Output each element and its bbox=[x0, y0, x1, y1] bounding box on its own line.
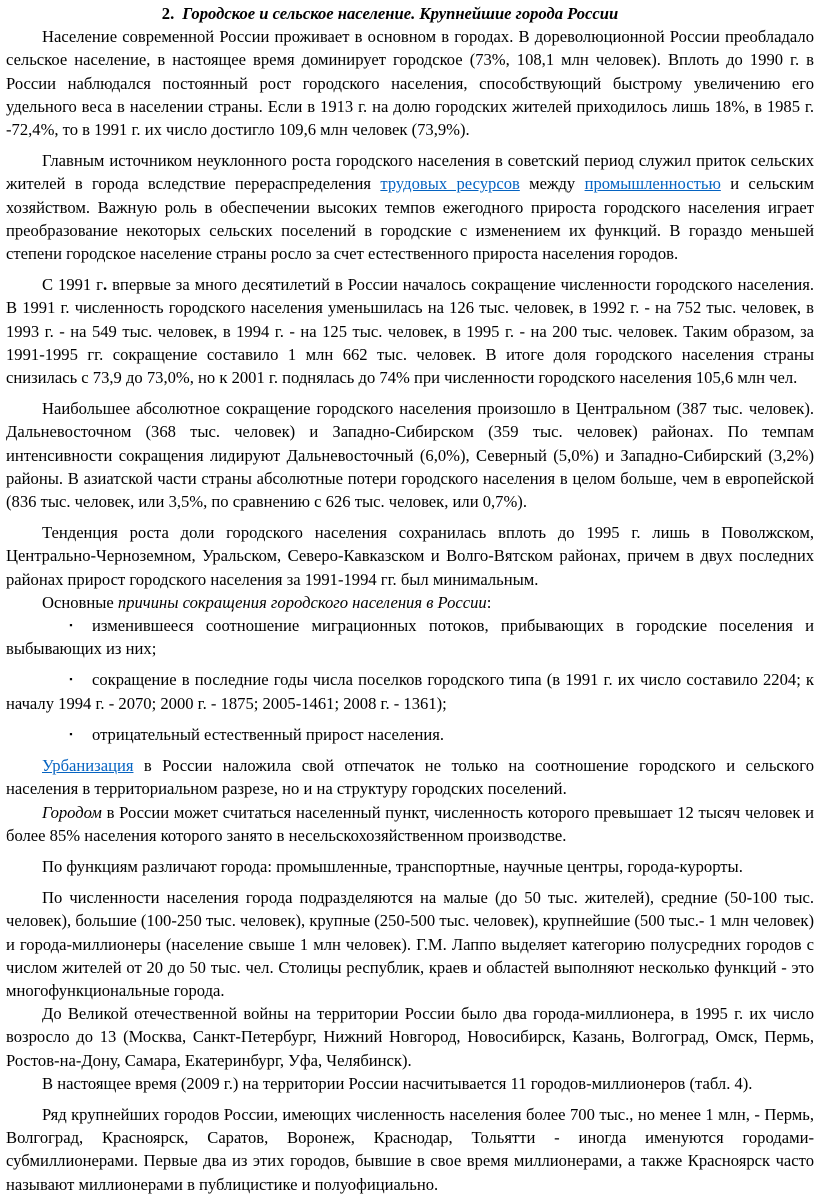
list-item-text: изменившееся соотношение миграционных потоков, прибывающих в городские поселения и выбывающих из них; bbox=[6, 616, 814, 659]
text-run: впервые за много десятилетий в России началось сокращение численности городского населения. В 1991 г. численность городского населения уменьшилась на 126 тыс. человек, в 1992 г. - на 752 тыс. человек, в 1993 г. - на 549 тыс. человек, в 1994 г. - на 125 тыс. человек, в 1995 г. - на 200 тыс. человек. Таким образом, за 1991-1995 гг. сокращение составило 1 млн 662 тыс. человек. В итоге доля городского населения страны снизилась с 73,9 до 73,0%, но к 2001 г. поднялась до 74% при численности городского населения 105,6 млн чел. bbox=[6, 275, 814, 388]
text-run: С 1991 г bbox=[42, 275, 103, 295]
paragraph-current-millionaires: В настоящее время (2009 г.) на территории России насчитывается 11 городов-миллионеров (табл. 4). bbox=[42, 1073, 753, 1093]
paragraph-decline-1991 bbox=[6, 273, 814, 389]
paragraph-regional-decline: Наибольшее абсолютное сокращение городского населения произошло в Центральном (387 тыс. человек). Дальневосточном (368 тыс. человек) и Западно-Сибирском (359 тыс. человек) районах. По темпам интенсивности сокращения лидируют Дальневосточный (6,0%), Северный (5,0%) и Западно-Сибирский (3,2%) районы. В азиатской части страны абсолютные потери городского населения в целом больше, чем в европейской (836 тыс. человек, или 3,5%, по сравнению с 626 тыс. человек, или 0,7%). bbox=[6, 399, 814, 512]
paragraph-decline-causes bbox=[6, 591, 814, 614]
link-industry[interactable]: промышленностью bbox=[584, 174, 721, 194]
italic-text: Городом bbox=[42, 802, 102, 822]
section-title: Городское и сельское население. Крупнейшие города России bbox=[182, 4, 619, 23]
text-run: : bbox=[486, 592, 492, 612]
text-run: Главным источником неуклонного роста городского населения в советский период служил приток сельских жителей в города вследствие перераспределения bbox=[6, 151, 814, 194]
text-run: Основные bbox=[42, 592, 118, 612]
paragraph-city-functions: По функциям различают города: промышленные, транспортные, научные центры, города-курорты. bbox=[42, 856, 743, 876]
link-urbanization[interactable]: Урбанизация bbox=[42, 756, 134, 776]
text-run: в России может считаться населенный пункт, численность которого превышает 12 тысяч человек и более 85% населения которого занято в несельскохозяйственном производстве. bbox=[6, 802, 814, 845]
paragraph-growth-source bbox=[6, 149, 814, 265]
paragraph-city-definition bbox=[6, 801, 814, 847]
text-run: и сельским хозяйством. Важную роль в обеспечении высоких темпов ежегодного прироста городского населения играет преобразование некоторых сельских поселений в городские с изменением их функций. В гораздо меньшей степени городское население страны росло за счет естественного прироста населения городов. bbox=[6, 174, 814, 264]
list-item bbox=[6, 668, 814, 714]
section-number: 2. bbox=[161, 4, 175, 23]
list-item-text: сокращение в последние годы числа поселков городского типа (в 1991 г. их число составило 2204; к началу 1994 г. - 2070; 2000 г. - 1875; 2005-1461; 2008 г. - 1361); bbox=[6, 670, 814, 713]
causes-list bbox=[6, 614, 814, 746]
italic-text: причины сокращения городского населения в России bbox=[117, 592, 487, 612]
bullet-square-icon: ▪ bbox=[69, 674, 73, 685]
section-heading bbox=[6, 2, 814, 25]
list-item-text: отрицательный естественный прирост населения. bbox=[92, 724, 445, 744]
bold-period: . bbox=[102, 275, 108, 295]
paragraph-growth-trend: Тенденция роста доли городского населения сохранилась вплоть до 1995 г. лишь в Поволжском, Центрально-Черноземном, Уральском, Северо-Кавказском и Волго-Вятском районах, причем в двух последних районах прирост городского населения за 1991-1994 гг. был минимальным. bbox=[6, 523, 814, 589]
paragraph-submillionaires: Ряд крупнейших городов России, имеющих численность населения более 700 тыс., но менее 1 млн, - Пермь, Волгоград, Красноярск, Саратов, Воронеж, Краснодар, Тольятти - иногда именуются городами-субмиллионерами. Первые два из этих городов, бывшие в свое время миллионерами, а также Красноярск часто называют миллионерами в публицистике и полуофициально. bbox=[6, 1104, 814, 1194]
bullet-square-icon: ▪ bbox=[69, 620, 73, 631]
text-run: в России наложила свой отпечаток не только на соотношение городского и сельского населения в территориальном разрезе, но и на структуру городских поселений. bbox=[6, 756, 814, 799]
link-labor-resources[interactable]: трудовых ресурсов bbox=[380, 174, 520, 194]
paragraph-urbanization bbox=[6, 754, 814, 800]
paragraph-city-sizes: По численности населения города подразделяются на малые (до 50 тыс. жителей), средние (50-100 тыс. человек), большие (100-250 тыс. человек), крупные (250-500 тыс. человек), крупнейшие (500 тыс.- 1 млн человек) и города-миллионеры (население свыше 1 млн человек). Г.М. Лаппо выделяет категорию полусредних городов с числом жителей от 20 до 50 тыс. чел. Столицы республик, краев и областей выполняют несколько функций - это многофункциональные города. bbox=[6, 888, 814, 1000]
list-item bbox=[6, 723, 814, 746]
paragraph-urban-share: Население современной России проживает в основном в городах. В дореволюционной России преобладало сельское население, в настоящее время доминирует городское (73%, 108,1 млн человек). Вплоть до 1990 г. в России наблюдался постоянный рост городского населения, способствующий быстрому увеличению его удельного веса в населении страны. Если в 1913 г. на долю городских жителей приходилось лишь 18%, в 1985 г. -72,4%, то в 1991 г. их число достигло 109,6 млн человек (73,9%). bbox=[6, 27, 814, 140]
list-item bbox=[6, 614, 814, 660]
bullet-square-icon: ▪ bbox=[69, 728, 73, 739]
text-run: между bbox=[519, 174, 585, 194]
paragraph-millionaire-cities: До Великой отечественной войны на территории России было два города-миллионера, в 1995 г. их число возросло до 13 (Москва, Санкт-Петербург, Нижний Новгород, Новосибирск, Казань, Волгоград, Омск, Пермь, Ростов-на-Дону, Самара, Екатеринбург, Уфа, Челябинск). bbox=[6, 1004, 814, 1070]
